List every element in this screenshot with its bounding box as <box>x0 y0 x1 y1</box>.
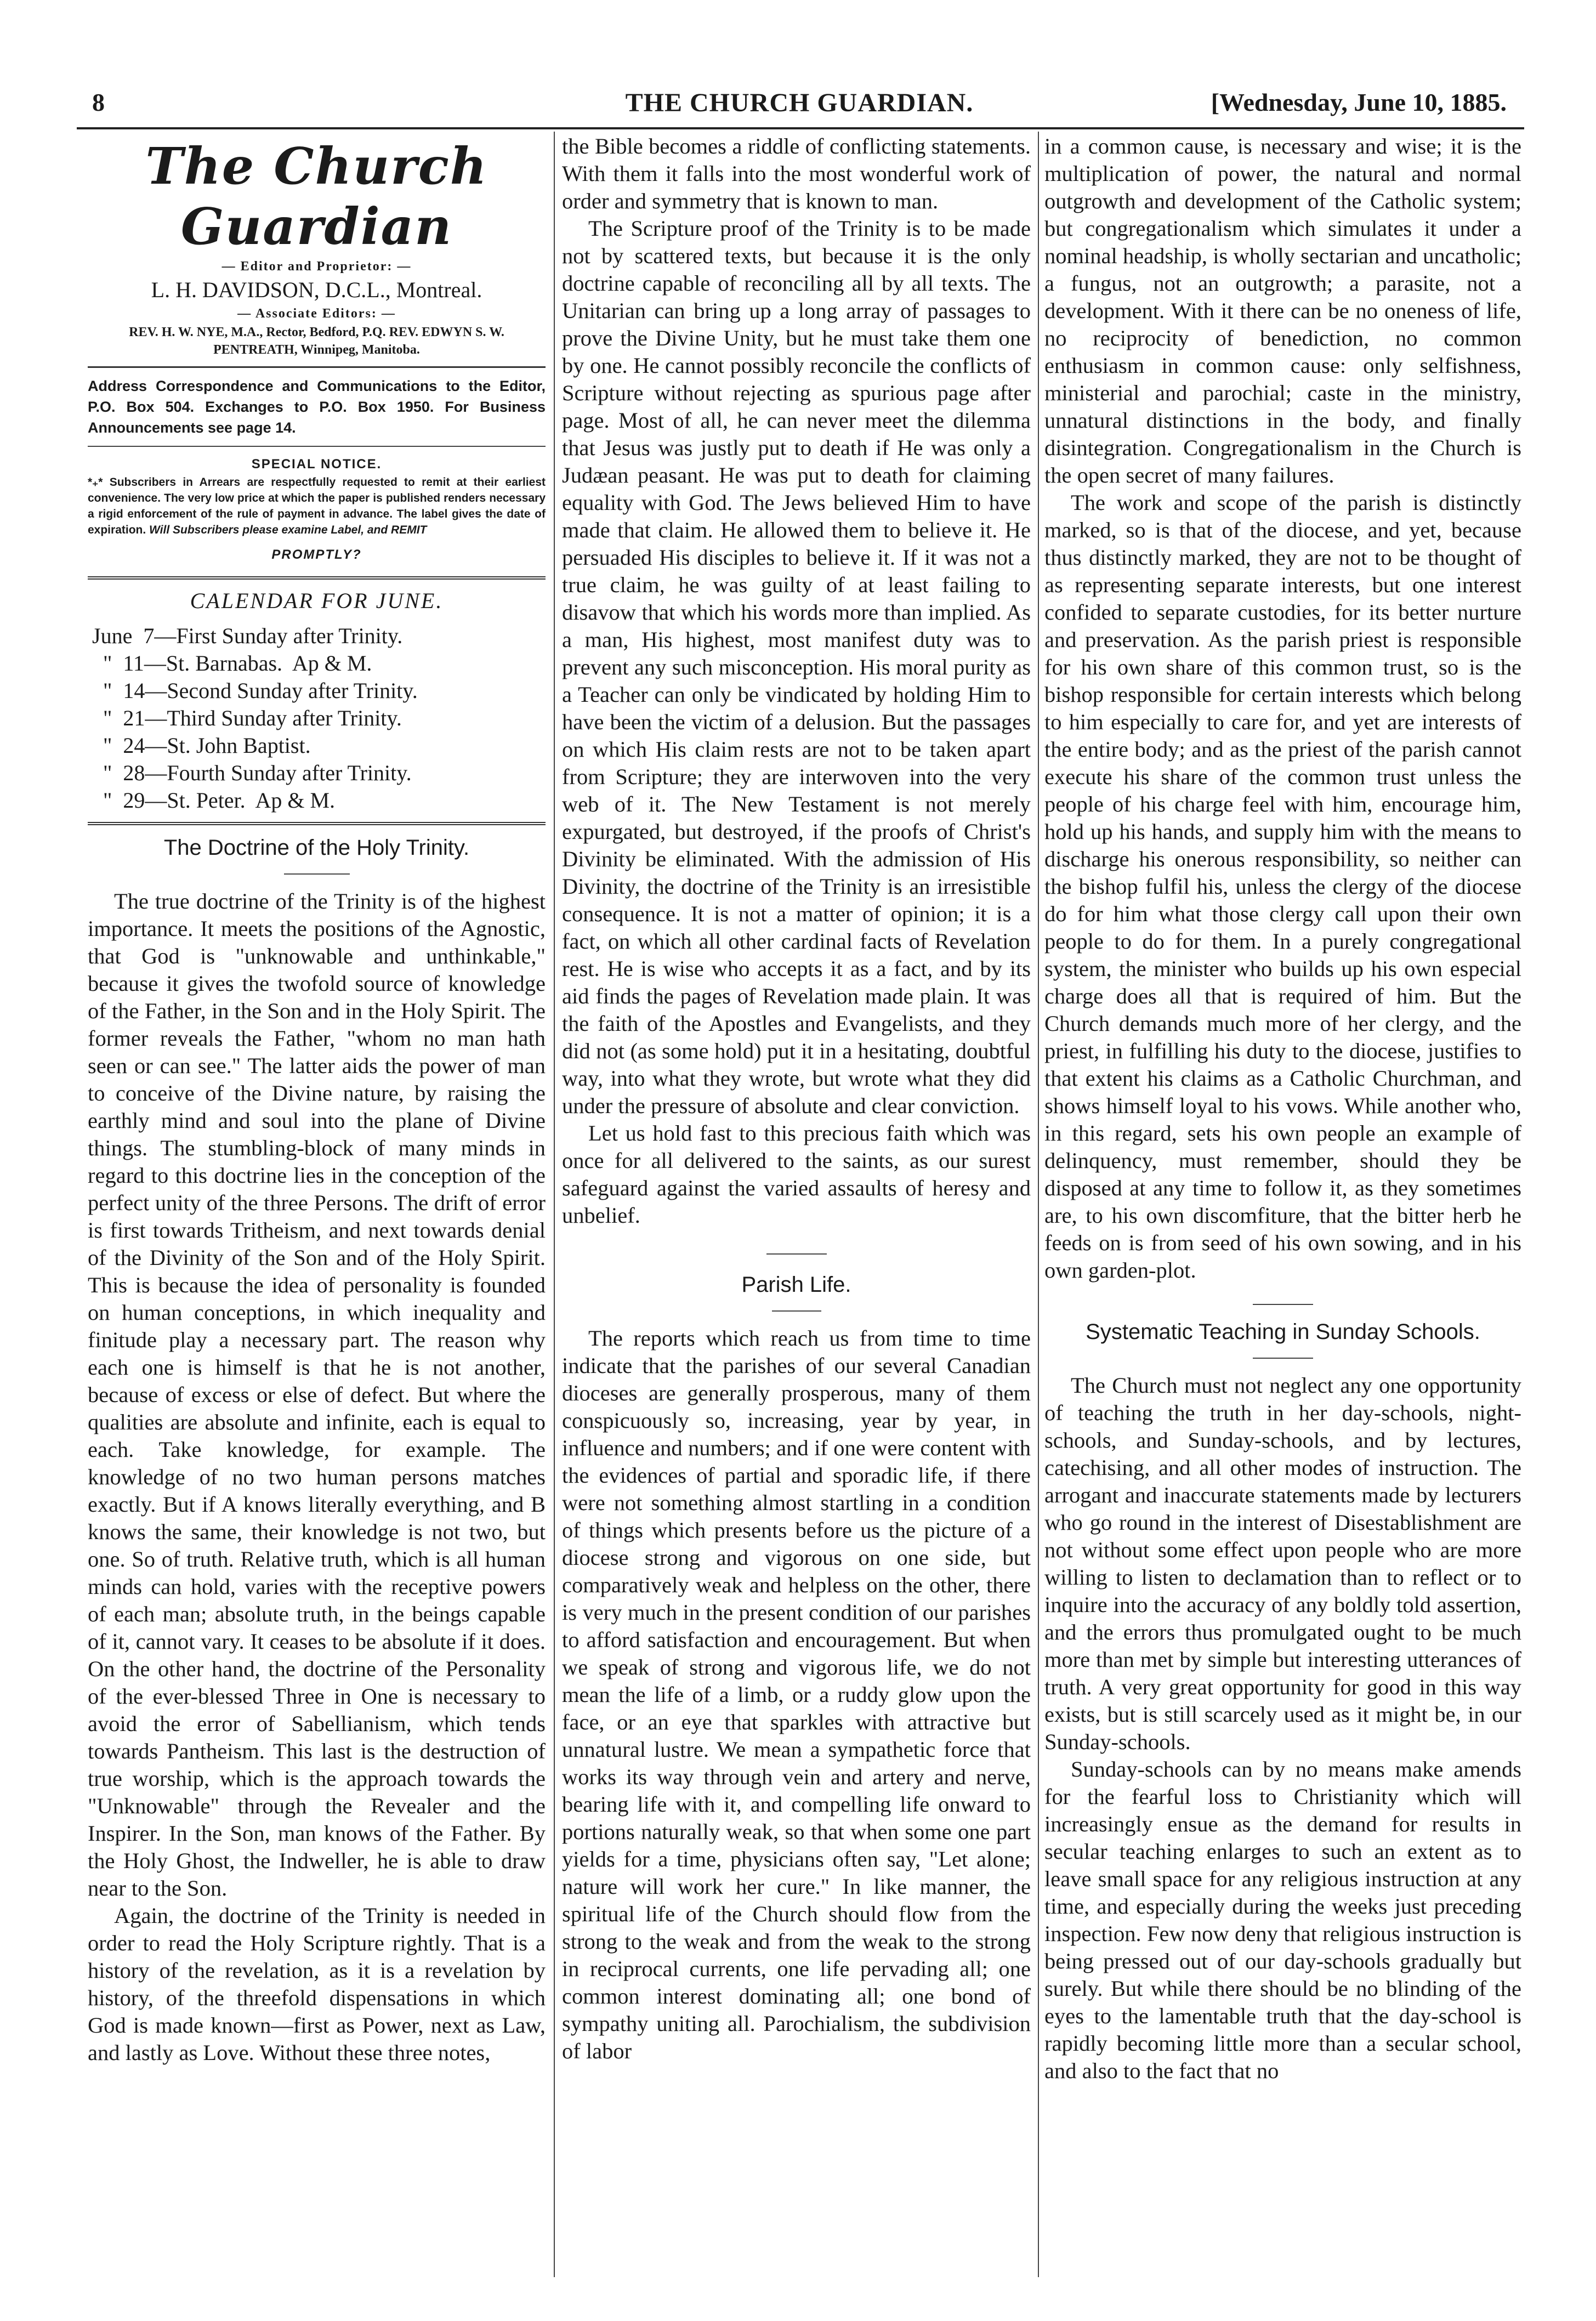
masthead-title: The Church Guardian <box>145 137 488 256</box>
article-paragraph: in a common cause, is necessary and wise; it is the multiplication of power, the natural and normal outgrowth and development of the Catholic system; but congregationalism which simulates it under a nominal headship, is wholly sectarian and uncatholic; a fungus, not an outgrowth; a parasite, not a development. With it there can be no oneness of life, no reciprocity of benediction, no common enthusiasm in common cause: only selfishness, ministerial and parochial; caste in the ministry, unnatural distinctions in the body, and finally disintegration. Congregationalism in the Church is the open secret of many failures. <box>1044 134 1521 487</box>
article-paragraph: The true doctrine of the Trinity is of the highest importance. It meets the positions of the Agnostic, that God is "unknowable and unthinkable," because it gives the twofold source of knowledge of the Father, in the Son and in the Holy Spirit. The former reveals the Father, "whom no man hath seen or can see." The latter aids the power of man to conceive of the Divine nature, by raising the earthly mind and soul into the plane of Divine things. The stumbling-block of many minds in regard to this doctrine lies in the conception of the perfect unity of the three Persons. The drift of error is first towards Tritheism, and next towards denial of the Divinity of the Son and of the Holy Spirit. This is because the idea of personality is founded on human conceptions, in which inequality and finitude play a necessary part. The reason why each one is himself is that he is not another, because of excess or else of defect. But where the qualities are absolute and infinite, each is equal to each. Take knowledge, for example. The knowledge of no two human persons matches exactly. But if A knows literally everything, and B knows the same, their knowledge is not two, but one. So of truth. Relative truth, which is all human minds can hold, varies with the receptive powers of each man; absolute truth, in the beings capable of it, cannot vary. It ceases to be absolute if it does. On the other hand, the doctrine of the Personality of the ever-blessed Three in One is necessary to avoid the error of Sabellianism, which tends towards Pantheism. This last is the destruction of true worship, which is the approach towards the "Unknowable" through the Revealer and the Inspirer. In the Son, man knows of the Father. By the Holy Ghost, the Indweller, he is able to draw near to the Son. <box>88 889 546 1900</box>
calendar-entry: June 7—First Sunday after Trinity. <box>92 623 403 648</box>
calendar-entry: " 21—Third Sunday after Trinity. <box>92 706 402 730</box>
article-paragraph: Let us hold fast to this precious faith which was once for all delivered to the saints, as our surest safeguard against the varied assaults of heresy and unbelief. <box>562 1121 1031 1228</box>
article-title: Systematic Teaching in Sunday Schools. <box>1086 1320 1480 1344</box>
column-3 <box>1044 133 1521 2085</box>
article-paragraph: The Church must not neglect any one opportunity of teaching the truth in her day-schools, night-schools, and Sunday-schools, and by lectures, catechising, and all other modes of instruction. The arrogant and inaccurate statements made by lecturers who go round in the interest of Disestablishment are not without some effect upon people who are more willing to listen to declamation than to reflect or to inquire into the accuracy of any boldly told assertion, and the errors thus promulgated ought to be much more than met by simple but interesting utterances of truth. A very great opportunity for good in this way exists, but is still scarcely used as it might be, in our Sunday-schools. <box>1044 1373 1521 1754</box>
newspaper-title: THE CHURCH GUARDIAN. <box>625 88 974 117</box>
special-notice-emphasis: Will Subscribers please examine Label, and REMIT <box>149 524 427 536</box>
title-underline <box>772 1310 821 1312</box>
article-paragraph: The work and scope of the parish is distinctly marked, so is that of the diocese, and yet, because thus distinctly marked, they are not to be thought of as representing separate interests, but one interest confided to separate custodies, for its better nurture and preservation. As the parish priest is responsible for his own share of this common trust, so is the bishop responsible for certain interests which belong to him especially to care for, and yet are interests of the entire body; and as the priest of the parish cannot execute his share of the common trust unless the people of his charge feel with him, encourage him, hold up his hands, and supply him with the means to discharge his onerous responsibility, so neither can the bishop fulfil his, unless the clergy of the diocese do for him what those clergy call upon their own people to do for them. In a purely congregational system, the minister who builds up his own especial charge does all that is required of him. But the Church demands much more of her clergy, and the priest, in fulfilling his duty to the diocese, justifies to that extent his claims as a Catholic Churchman, and shows himself loyal to his vows. While another who, in this regard, sets his own people an example of delinquency, must remember, should they be disposed at any time to follow it, as they sometimes are, to his own discomfiture, that the bitter herb he feeds on is from seed of his own sowing, and in his own garden-plot. <box>1044 490 1521 1282</box>
article-paragraph: The Scripture proof of the Trinity is to be made not by scattered texts, but because it is the only doctrine capable of reconciling all by all texts. The Unitarian can bring up a long array of passages to prove the Divine Unity, but he must take them one by one. He cannot possibly reconcile the conflicts of Scripture without rejecting as spurious page after page. Most of all, he can never meet the dilemma that Jesus was justly put to death if He was only a Judæan peasant. He was put to death for claiming equality with God. The Jews believed Him to have made that claim. He allowed them to believe it. He persuaded His disciples to believe it. If it was not a true claim, he was guilty of at least failing to disavow that which his words more than implied. As a man, His highest, most manifest duty was to prevent any such misconception. His moral purity as a Teacher can only be vindicated by holding Him to have been the victim of a delusion. But the passages on which His claim rests are not to be taken apart from Scripture; they are interwoven into the very web of it. The New Testament is not merely expurgated, but destroyed, if the proofs of Christ's Divinity be eliminated. With the admission of His Divinity, the doctrine of the Trinity is an irresistible consequence. It is not a matter of opinion; it is a fact, on which all other cardinal facts of Revelation rest. He is wise who accepts it as a fact, and by its aid finds the pages of Revelation made plain. It was the faith of the Apostles and Evangelists, and they did not (as some hold) put it in a hesitating, doubtful way, into what they wrote, but wrote what they did under the pressure of absolute and clear conviction. <box>562 216 1031 1118</box>
associate-editors: REV. H. W. NYE, M.A., Rector, Bedford, P.Q. REV. EDWYN S. W. PENTREATH, Winnipeg, Manitoba. <box>129 325 504 357</box>
column-2 <box>562 133 1031 2065</box>
column-divider <box>554 132 555 2277</box>
title-underline <box>284 873 350 875</box>
issue-date: [Wednesday, June 10, 1885. <box>1211 88 1507 116</box>
divider <box>88 576 546 580</box>
article-paragraph: The reports which reach us from time to time indicate that the parishes of our several Canadian dioceses are generally prosperous, many of them conspicuously so, increasing, year by year, in influence and numbers; and if one were content with the evidences of partial and sporadic life, if there were not something almost startling in a condition of things which presents before us the picture of a diocese strong and vigorous on one side, but comparatively weak and helpless on the other, there is very much in the present condition of our parishes to afford satisfaction and encouragement. But when we speak of strong and vigorous life, we do not mean the life of a limb, or a ruddy glow upon the face, or an eye that sparkles with attractive but unnatural lustre. We mean a sympathetic force that works its way through vein and artery and nerve, bearing life with it, and compelling life onward to portions naturally weak, so that when some one part yields for a time, physicians often say, "Let alone; nature will work her cure." In like manner, the spiritual life of the Church should flow from the strong to the weak and from the weak to the strong in reciprocal currents, one life pervading all; one common interest dominating all; one bond of sympathy uniting all. Parochialism, the subdivision of labor <box>562 1326 1031 2063</box>
divider <box>88 366 546 368</box>
divider <box>88 446 546 447</box>
title-underline <box>1253 1358 1313 1359</box>
header-rule <box>77 127 1524 129</box>
editor-label: — Editor and Proprietor: — <box>221 259 412 274</box>
calendar-entry: " 24—St. John Baptist. <box>92 733 311 758</box>
editor-name: L. H. DAVIDSON, D.C.L., Montreal. <box>151 277 482 302</box>
calendar-title: CALENDAR FOR JUNE. <box>190 588 444 613</box>
spacer <box>1044 1284 1521 1297</box>
section-divider <box>1253 1304 1313 1305</box>
page-header <box>70 82 1529 122</box>
article-paragraph: Sunday-schools can by no means make amends for the fearful loss to Christianity which will increasingly ensue as the demand for results in secular teaching enlarges to such an extent as to leave small space for any religious instruction at any time, and especially during the weeks just preceding inspection. Few now deny that religious instruction is being pressed out of our day-schools gradually but surely. But while there should be no blinding of the eyes to the lamentable truth that the day-school is rapidly becoming little more than a secular school, and also to the fact that no <box>1044 1757 1521 2083</box>
special-notice-text: *₊* Subscribers in Arrears are respectfully requested to remit at their earliest convenience. The very low price at which the paper is published renders necessary a rigid enforcement of the rule of payment in advance. The label gives the date of expiration. <box>88 476 546 536</box>
article-title: The Doctrine of the Holy Trinity. <box>163 836 470 860</box>
article-paragraph: the Bible becomes a riddle of conflicting statements. With them it falls into the most wonderful work of order and symmetry that is known to man. <box>562 134 1031 213</box>
promptly-text: PROMPTLY? <box>271 547 362 562</box>
special-notice-title: SPECIAL NOTICE. <box>251 457 382 472</box>
spacer <box>562 1229 1031 1242</box>
calendar-entry: " 14—Second Sunday after Trinity. <box>92 678 418 703</box>
special-notice <box>88 474 546 538</box>
column-divider <box>1038 132 1039 2277</box>
associates-label: — Associate Editors: — <box>237 307 396 321</box>
calendar-entry: " 28—Fourth Sunday after Trinity. <box>92 761 412 785</box>
article-paragraph: Again, the doctrine of the Trinity is needed in order to read the Holy Scripture rightly. That is a history of the revelation, as it is a revelation by history, of the threefold dispensations in which God is made known—first as Power, next as Law, and lastly as Love. Without these three notes, <box>88 1903 546 2065</box>
page-number: 8 <box>92 88 105 116</box>
section-divider <box>766 1253 827 1255</box>
column-1 <box>88 133 546 2067</box>
calendar-entry: " 29—St. Peter. Ap & M. <box>92 788 336 813</box>
divider <box>88 822 546 825</box>
address-notice: Address Correspondence and Communications to the Editor, P.O. Box 504. Exchanges to P.O. Box 1950. For Business Announcements see page 14. <box>88 378 546 436</box>
calendar-entry: " 11—St. Barnabas. Ap & M. <box>92 651 372 676</box>
article-title: Parish Life. <box>741 1273 851 1297</box>
